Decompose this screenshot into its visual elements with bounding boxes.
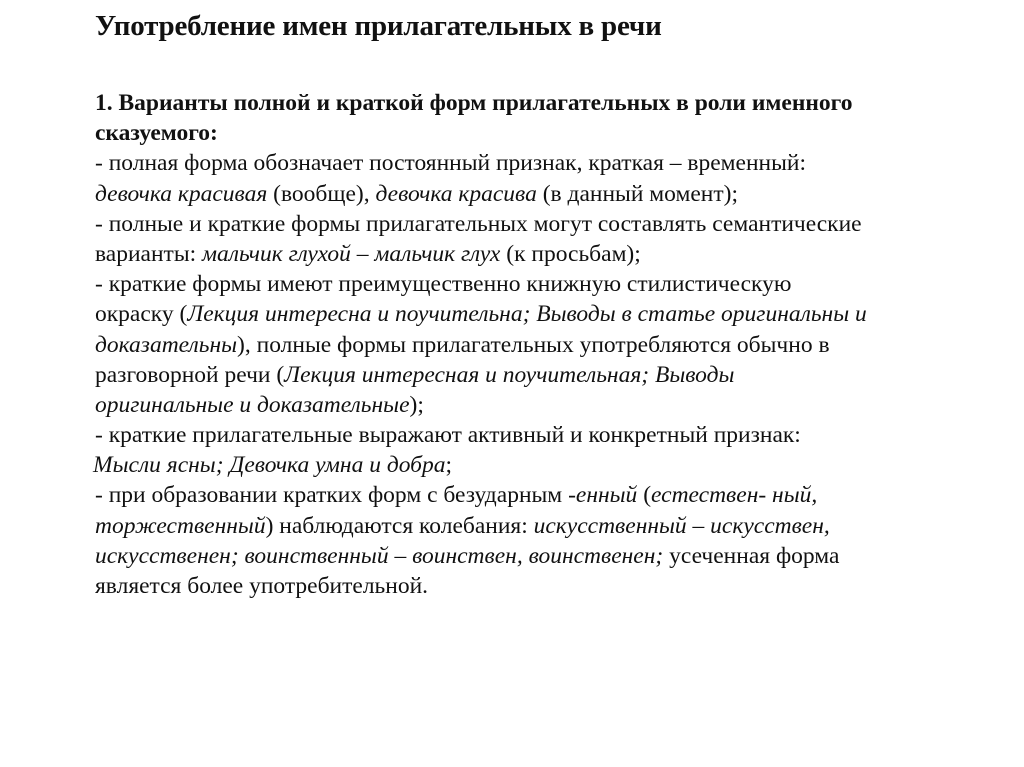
- body-text: варианты:: [95, 240, 203, 267]
- example-text: искусственен; воинственный – воинствен, воинственен;: [95, 542, 664, 569]
- body-line: [95, 330, 955, 360]
- body-line: [95, 511, 955, 541]
- body-text: - полная форма обозначает постоянный признак, краткая – временный:: [95, 150, 807, 177]
- body-line: [95, 541, 955, 571]
- body-text: ;: [445, 452, 453, 479]
- body-line: [95, 299, 955, 329]
- body-line: [95, 571, 955, 601]
- body-line: [95, 390, 955, 420]
- body-line: [95, 148, 955, 178]
- example-text: оригинальные и доказательные: [95, 391, 410, 418]
- body-text: (в данный момент);: [536, 180, 738, 207]
- example-text: Лекция интересная и поучительная; Выводы: [284, 361, 735, 388]
- example-text: Лекция интересна и поучительна; Выводы в статье оригинальны и: [187, 301, 867, 328]
- body-text: - краткие прилагательные выражают активный и конкретный признак:: [95, 422, 801, 449]
- body-lines: [95, 148, 955, 601]
- body-text: ) наблюдаются колебания:: [265, 512, 534, 539]
- section-heading-line-2: сказуемого:: [95, 120, 218, 147]
- body-line: [95, 480, 955, 510]
- body-text: (: [637, 482, 652, 509]
- body-line: [95, 269, 955, 299]
- body-text: - при образовании кратких форм с безударным: [95, 482, 569, 509]
- example-text: Мысли ясны; Девочка умна и добра: [93, 452, 446, 479]
- example-text: -енный: [568, 482, 638, 509]
- body-text: - полные и краткие формы прилагательных могут составлять семантические: [95, 210, 862, 237]
- body-line: [95, 179, 955, 209]
- example-text: девочка красива: [375, 180, 537, 207]
- body-text: );: [409, 391, 424, 418]
- body-text: (к просьбам);: [500, 240, 641, 267]
- body-line: [93, 450, 955, 480]
- body-text: усеченная форма: [663, 542, 840, 569]
- body-text: - краткие формы имеют преимущественно книжную стилистическую: [95, 271, 792, 298]
- example-text: искусственный – искусствен,: [533, 512, 830, 539]
- example-text: мальчик глухой – мальчик глух: [202, 240, 501, 267]
- body-line: [95, 360, 955, 390]
- example-text: доказательны: [95, 331, 238, 358]
- body-text: (вообще),: [267, 180, 376, 207]
- body-text: является более употребительной.: [95, 573, 429, 599]
- example-text: естествен- ный,: [651, 482, 818, 509]
- example-text: девочка красивая: [95, 180, 268, 207]
- body-line: [95, 239, 955, 269]
- slide-title: Употребление имен прилагательных в речи: [95, 10, 662, 42]
- slide-body: [95, 88, 955, 601]
- body-text: окраску (: [95, 301, 188, 328]
- section-heading-line-1: 1. Варианты полной и краткой форм прилагательных в роли именного: [95, 90, 853, 116]
- body-line: [95, 420, 955, 450]
- body-line: [95, 209, 955, 239]
- body-text: разговорной речи (: [95, 361, 285, 388]
- body-text: ), полные формы прилагательных употребляются обычно в: [237, 331, 830, 358]
- example-text: торжественный: [95, 512, 266, 539]
